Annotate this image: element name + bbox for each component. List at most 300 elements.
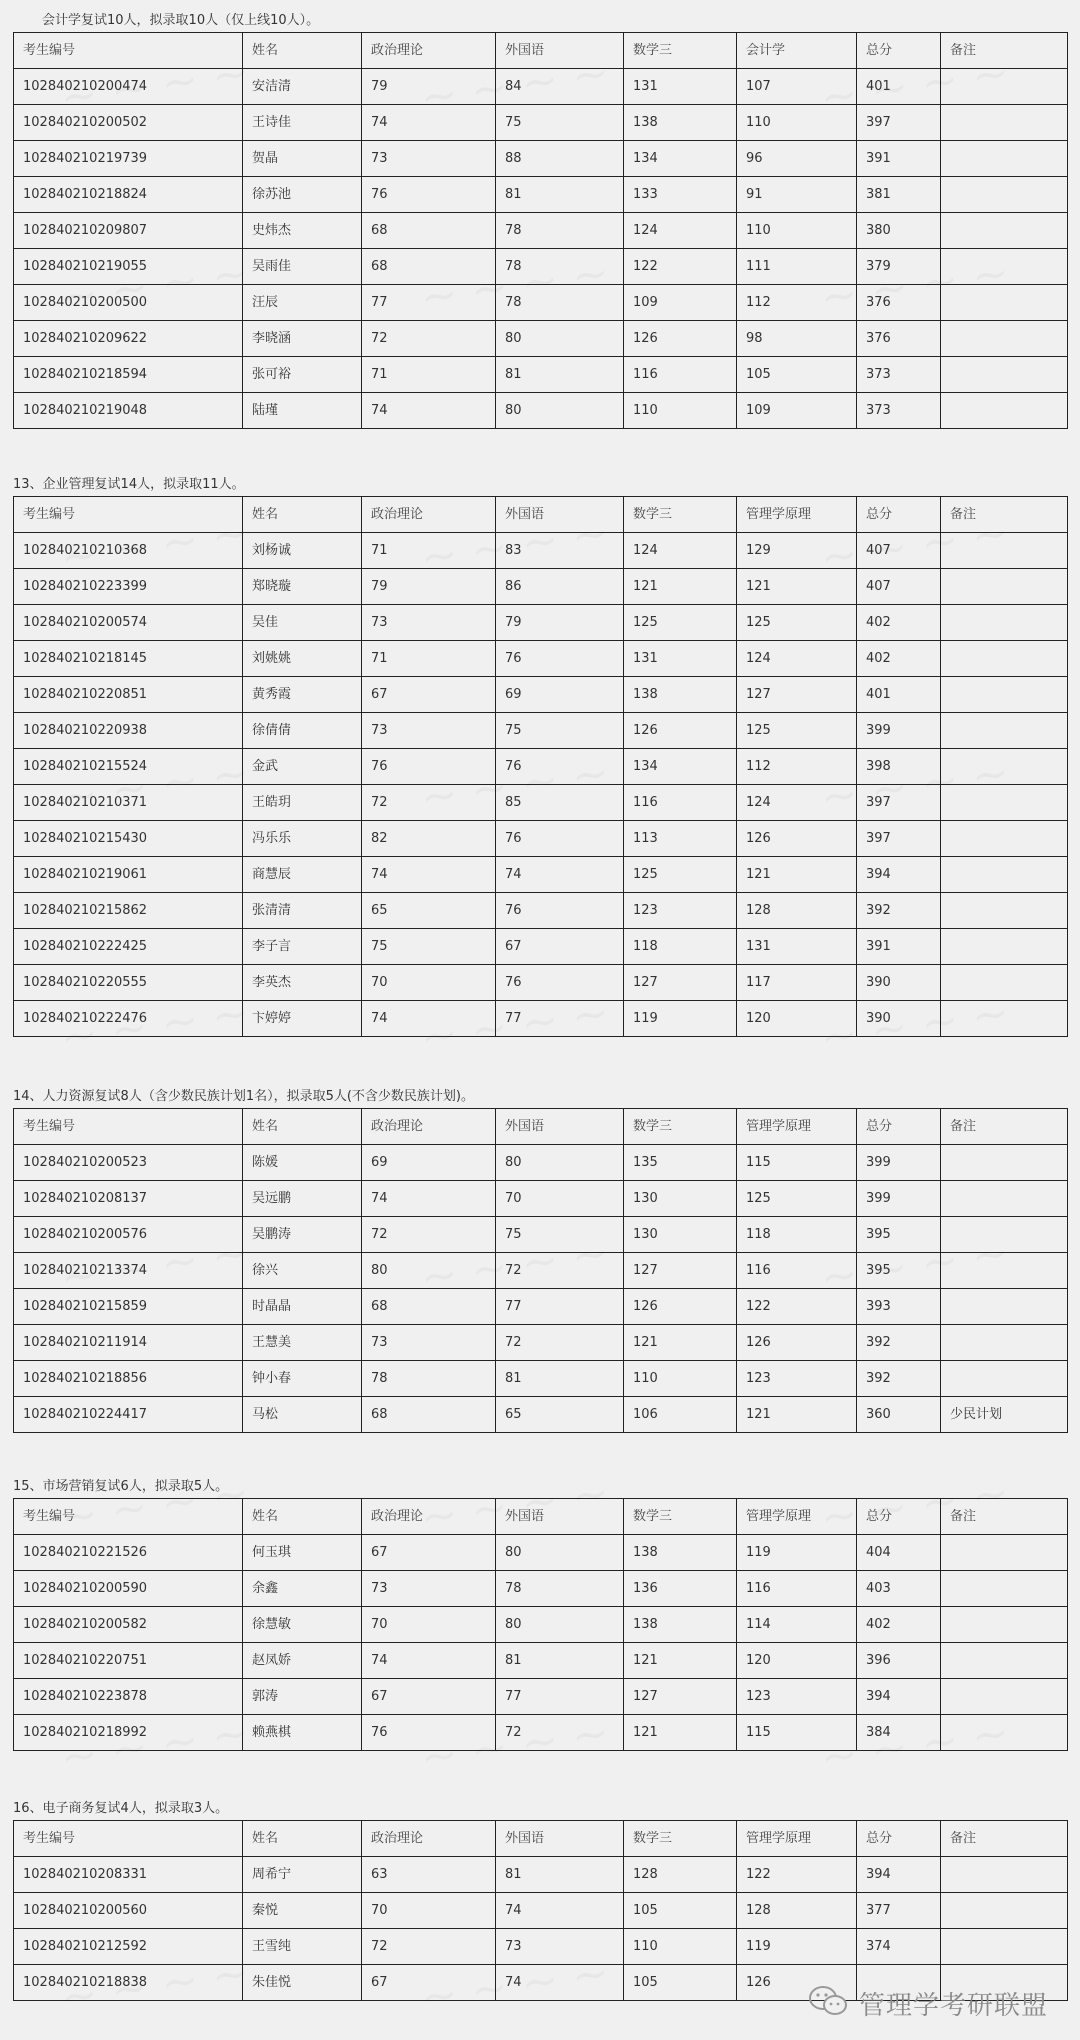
- table-cell: 金武: [243, 749, 362, 785]
- table-cell: 121: [624, 569, 737, 605]
- table-cell: 74: [496, 857, 624, 893]
- table-cell: 399: [857, 1181, 941, 1217]
- table-cell: [941, 105, 1068, 141]
- table-cell: 112: [737, 285, 857, 321]
- table-cell: 78: [496, 1571, 624, 1607]
- section-marketing: [13, 1476, 1068, 1751]
- table-cell: 78: [496, 285, 624, 321]
- table-cell: 401: [857, 677, 941, 713]
- table-cell: 83: [496, 533, 624, 569]
- table-cell: 周希宁: [243, 1857, 362, 1893]
- section-caption: 16、电子商务复试4人，拟录取3人。: [13, 1801, 229, 1816]
- table-cell: 96: [737, 141, 857, 177]
- table-row: [14, 1857, 1068, 1893]
- table-cell: 392: [857, 893, 941, 929]
- column-header: 外国语: [496, 33, 624, 69]
- table-row: [14, 1253, 1068, 1289]
- table-row: [14, 893, 1068, 929]
- column-header: 管理学原理: [737, 1109, 857, 1145]
- column-header: 政治理论: [362, 1109, 496, 1145]
- column-header: 数学三: [624, 1821, 737, 1857]
- table-row: [14, 533, 1068, 569]
- table-cell: 少民计划: [941, 1397, 1068, 1433]
- table-cell: [941, 1361, 1068, 1397]
- table-cell: [941, 1893, 1068, 1929]
- table-row: [14, 213, 1068, 249]
- table-cell: 116: [737, 1571, 857, 1607]
- table-cell: 73: [362, 1571, 496, 1607]
- table-cell: 74: [362, 1001, 496, 1037]
- column-header: 总分: [857, 1499, 941, 1535]
- table-cell: 399: [857, 1145, 941, 1181]
- table-cell: 76: [496, 893, 624, 929]
- table-cell: 徐慧敏: [243, 1607, 362, 1643]
- table-cell: 127: [624, 1253, 737, 1289]
- table-cell: 110: [624, 393, 737, 429]
- table-cell: 373: [857, 357, 941, 393]
- table-cell: 102840210224417: [14, 1397, 243, 1433]
- table-cell: 79: [496, 605, 624, 641]
- table-cell: 373: [857, 393, 941, 429]
- table-cell: 73: [362, 1325, 496, 1361]
- table-cell: 秦悦: [243, 1893, 362, 1929]
- table-cell: 王皓玥: [243, 785, 362, 821]
- table-row: [14, 1289, 1068, 1325]
- table-row: [14, 1217, 1068, 1253]
- table-header-row: [14, 1821, 1068, 1857]
- table-cell: 118: [624, 929, 737, 965]
- table-cell: 102840210220751: [14, 1643, 243, 1679]
- table-cell: 71: [362, 641, 496, 677]
- table-cell: 407: [857, 569, 941, 605]
- column-header: 考生编号: [14, 1499, 243, 1535]
- column-header: 备注: [941, 497, 1068, 533]
- table-cell: 马松: [243, 1397, 362, 1433]
- table-cell: 117: [737, 965, 857, 1001]
- table-cell: 138: [624, 105, 737, 141]
- table-cell: 63: [362, 1857, 496, 1893]
- column-header: 考生编号: [14, 1821, 243, 1857]
- table-cell: 138: [624, 677, 737, 713]
- table-row: [14, 569, 1068, 605]
- table-cell: 67: [496, 929, 624, 965]
- table-cell: 78: [496, 249, 624, 285]
- column-header: 政治理论: [362, 497, 496, 533]
- table-cell: 119: [624, 1001, 737, 1037]
- table-cell: 395: [857, 1217, 941, 1253]
- table-cell: 88: [496, 141, 624, 177]
- table-cell: 126: [624, 1289, 737, 1325]
- table-row: [14, 965, 1068, 1001]
- table-cell: 113: [624, 821, 737, 857]
- table-cell: 376: [857, 321, 941, 357]
- table-cell: 69: [362, 1145, 496, 1181]
- score-table: [13, 1498, 1068, 1751]
- column-header: 数学三: [624, 497, 737, 533]
- table-cell: 102840210218856: [14, 1361, 243, 1397]
- table-cell: [941, 1929, 1068, 1965]
- table-cell: 75: [496, 713, 624, 749]
- section-caption: 会计学复试10人，拟录取10人（仅上线10人）。: [42, 13, 320, 28]
- table-cell: 74: [362, 105, 496, 141]
- column-header: 管理学原理: [737, 497, 857, 533]
- table-cell: 73: [362, 605, 496, 641]
- table-cell: 77: [362, 285, 496, 321]
- table-cell: 余鑫: [243, 1571, 362, 1607]
- table-cell: 72: [496, 1325, 624, 1361]
- table-cell: 67: [362, 1679, 496, 1715]
- table-cell: 76: [362, 177, 496, 213]
- table-header-row: [14, 33, 1068, 69]
- table-cell: 397: [857, 821, 941, 857]
- brand-label: 管理学考研联盟: [858, 1990, 1048, 2021]
- table-cell: 102840210220938: [14, 713, 243, 749]
- column-header: 管理学原理: [737, 1499, 857, 1535]
- table-cell: [941, 1325, 1068, 1361]
- table-cell: 102840210212592: [14, 1929, 243, 1965]
- table-cell: 125: [737, 605, 857, 641]
- table-cell: [941, 605, 1068, 641]
- table-cell: 106: [624, 1397, 737, 1433]
- table-row: [14, 785, 1068, 821]
- table-cell: 118: [737, 1217, 857, 1253]
- table-cell: 77: [496, 1001, 624, 1037]
- table-cell: 80: [496, 393, 624, 429]
- table-cell: 133: [624, 177, 737, 213]
- table-cell: 394: [857, 1679, 941, 1715]
- table-cell: 81: [496, 1857, 624, 1893]
- table-cell: [941, 893, 1068, 929]
- table-cell: 379: [857, 249, 941, 285]
- table-cell: 陆瑾: [243, 393, 362, 429]
- table-cell: 376: [857, 285, 941, 321]
- table-cell: 王雪纯: [243, 1929, 362, 1965]
- table-row: [14, 677, 1068, 713]
- table-header-row: [14, 1499, 1068, 1535]
- table-cell: 102840210200474: [14, 69, 243, 105]
- column-header: 备注: [941, 33, 1068, 69]
- table-cell: 91: [737, 177, 857, 213]
- table-cell: [941, 1607, 1068, 1643]
- table-cell: 朱佳悦: [243, 1965, 362, 2001]
- table-cell: 102840210219061: [14, 857, 243, 893]
- section-caption: 15、市场营销复试6人，拟录取5人。: [13, 1479, 229, 1494]
- column-header: 姓名: [243, 33, 362, 69]
- table-cell: 102840210200582: [14, 1607, 243, 1643]
- table-cell: 102840210200590: [14, 1571, 243, 1607]
- table-cell: 403: [857, 1571, 941, 1607]
- table-cell: 102840210215524: [14, 749, 243, 785]
- table-cell: 121: [737, 569, 857, 605]
- table-cell: 390: [857, 1001, 941, 1037]
- column-header: 管理学原理: [737, 1821, 857, 1857]
- table-cell: 74: [362, 857, 496, 893]
- table-cell: 121: [624, 1715, 737, 1751]
- table-cell: 卞婷婷: [243, 1001, 362, 1037]
- table-cell: 102840210211914: [14, 1325, 243, 1361]
- table-cell: 80: [496, 321, 624, 357]
- score-table: [13, 496, 1068, 1037]
- table-cell: 397: [857, 105, 941, 141]
- table-row: [14, 249, 1068, 285]
- table-row: [14, 1893, 1068, 1929]
- table-cell: 374: [857, 1929, 941, 1965]
- table-cell: 128: [737, 893, 857, 929]
- table-cell: [941, 321, 1068, 357]
- table-row: [14, 1001, 1068, 1037]
- table-cell: 冯乐乐: [243, 821, 362, 857]
- table-cell: 郭涛: [243, 1679, 362, 1715]
- table-row: [14, 141, 1068, 177]
- table-cell: 85: [496, 785, 624, 821]
- table-cell: 134: [624, 141, 737, 177]
- table-cell: 史炜杰: [243, 213, 362, 249]
- table-cell: 127: [624, 965, 737, 1001]
- column-header: 姓名: [243, 1109, 362, 1145]
- table-cell: [941, 965, 1068, 1001]
- table-cell: 102840210200500: [14, 285, 243, 321]
- table-cell: [941, 177, 1068, 213]
- table-cell: 105: [624, 1965, 737, 2001]
- table-cell: 114: [737, 1607, 857, 1643]
- table-cell: 123: [624, 893, 737, 929]
- table-row: [14, 1181, 1068, 1217]
- table-cell: 102840210219739: [14, 141, 243, 177]
- table-row: [14, 1643, 1068, 1679]
- table-cell: 74: [362, 1643, 496, 1679]
- table-cell: 81: [496, 177, 624, 213]
- column-header: 外国语: [496, 1821, 624, 1857]
- table-cell: [941, 1535, 1068, 1571]
- table-cell: 81: [496, 1361, 624, 1397]
- table-cell: 75: [496, 105, 624, 141]
- table-cell: 70: [362, 1893, 496, 1929]
- table-cell: 402: [857, 1607, 941, 1643]
- table-cell: 赵凤娇: [243, 1643, 362, 1679]
- table-cell: [941, 213, 1068, 249]
- table-cell: 77: [496, 1289, 624, 1325]
- table-cell: [941, 641, 1068, 677]
- table-cell: 126: [737, 1325, 857, 1361]
- section-caption: 13、企业管理复试14人，拟录取11人。: [13, 477, 245, 492]
- table-cell: 70: [362, 965, 496, 1001]
- score-table: [13, 32, 1068, 429]
- table-cell: [941, 69, 1068, 105]
- table-cell: 黄秀霞: [243, 677, 362, 713]
- table-cell: [941, 1715, 1068, 1751]
- table-cell: 126: [624, 713, 737, 749]
- table-cell: 102840210200560: [14, 1893, 243, 1929]
- table-cell: [941, 1643, 1068, 1679]
- table-cell: 72: [362, 1929, 496, 1965]
- table-cell: 125: [624, 605, 737, 641]
- score-table: [13, 1108, 1068, 1433]
- table-cell: 吴远鹏: [243, 1181, 362, 1217]
- table-cell: [941, 1679, 1068, 1715]
- table-cell: 127: [737, 677, 857, 713]
- table-cell: 吴鹏涛: [243, 1217, 362, 1253]
- table-cell: 125: [737, 1181, 857, 1217]
- table-cell: 65: [362, 893, 496, 929]
- table-cell: 74: [496, 1893, 624, 1929]
- table-cell: 钟小春: [243, 1361, 362, 1397]
- table-cell: 80: [496, 1145, 624, 1181]
- column-header: 外国语: [496, 1499, 624, 1535]
- table-cell: 102840210200502: [14, 105, 243, 141]
- table-cell: 76: [496, 965, 624, 1001]
- table-cell: 102840210213374: [14, 1253, 243, 1289]
- table-cell: 65: [496, 1397, 624, 1433]
- table-row: [14, 749, 1068, 785]
- table-cell: 时晶晶: [243, 1289, 362, 1325]
- table-row: [14, 1325, 1068, 1361]
- table-row: [14, 69, 1068, 105]
- brand-watermark: [807, 1984, 1048, 2022]
- table-cell: 391: [857, 929, 941, 965]
- table-cell: 80: [496, 1535, 624, 1571]
- table-cell: 80: [362, 1253, 496, 1289]
- column-header: 备注: [941, 1821, 1068, 1857]
- table-cell: [941, 533, 1068, 569]
- table-cell: 380: [857, 213, 941, 249]
- table-cell: 76: [362, 749, 496, 785]
- table-cell: 张清清: [243, 893, 362, 929]
- table-cell: 395: [857, 1253, 941, 1289]
- table-cell: 67: [362, 1535, 496, 1571]
- table-cell: 102840210218992: [14, 1715, 243, 1751]
- column-header: 总分: [857, 1109, 941, 1145]
- table-row: [14, 1397, 1068, 1433]
- table-cell: 399: [857, 713, 941, 749]
- table-cell: 407: [857, 533, 941, 569]
- table-cell: 67: [362, 1965, 496, 2001]
- table-cell: 78: [362, 1361, 496, 1397]
- table-row: [14, 285, 1068, 321]
- table-cell: 134: [624, 749, 737, 785]
- table-cell: 116: [737, 1253, 857, 1289]
- table-header-row: [14, 497, 1068, 533]
- table-cell: 109: [737, 393, 857, 429]
- table-cell: 102840210215430: [14, 821, 243, 857]
- table-cell: 吴佳: [243, 605, 362, 641]
- table-cell: 384: [857, 1715, 941, 1751]
- table-cell: 79: [362, 569, 496, 605]
- table-cell: 76: [496, 641, 624, 677]
- column-header: 姓名: [243, 1499, 362, 1535]
- table-cell: 116: [624, 357, 737, 393]
- table-cell: 121: [624, 1325, 737, 1361]
- table-cell: 86: [496, 569, 624, 605]
- column-header: 备注: [941, 1499, 1068, 1535]
- column-header: 会计学: [737, 33, 857, 69]
- table-cell: 102840210200576: [14, 1217, 243, 1253]
- table-cell: 102840210209622: [14, 321, 243, 357]
- table-cell: 刘杨诚: [243, 533, 362, 569]
- table-cell: [941, 749, 1068, 785]
- table-cell: 68: [362, 213, 496, 249]
- table-cell: 377: [857, 1893, 941, 1929]
- table-cell: 381: [857, 177, 941, 213]
- table-cell: 67: [362, 677, 496, 713]
- table-cell: 107: [737, 69, 857, 105]
- table-cell: 72: [362, 785, 496, 821]
- table-cell: 102840210220555: [14, 965, 243, 1001]
- table-cell: [941, 1001, 1068, 1037]
- table-cell: 124: [737, 641, 857, 677]
- table-row: [14, 105, 1068, 141]
- table-cell: 138: [624, 1607, 737, 1643]
- table-cell: 110: [624, 1929, 737, 1965]
- table-row: [14, 713, 1068, 749]
- table-cell: 102840210200574: [14, 605, 243, 641]
- table-cell: 102840210223878: [14, 1679, 243, 1715]
- table-row: [14, 1679, 1068, 1715]
- table-row: [14, 929, 1068, 965]
- table-cell: 129: [737, 533, 857, 569]
- table-cell: 128: [737, 1893, 857, 1929]
- table-cell: [941, 785, 1068, 821]
- table-cell: [941, 1145, 1068, 1181]
- table-cell: 70: [362, 1607, 496, 1643]
- table-cell: 119: [737, 1535, 857, 1571]
- table-cell: 102840210222425: [14, 929, 243, 965]
- table-cell: 393: [857, 1289, 941, 1325]
- table-cell: 张可裕: [243, 357, 362, 393]
- table-cell: [941, 569, 1068, 605]
- table-cell: 72: [362, 1217, 496, 1253]
- table-cell: [941, 857, 1068, 893]
- table-cell: 79: [362, 69, 496, 105]
- table-row: [14, 1145, 1068, 1181]
- table-cell: 105: [624, 1893, 737, 1929]
- table-row: [14, 1361, 1068, 1397]
- table-cell: 98: [737, 321, 857, 357]
- table-cell: 102840210218145: [14, 641, 243, 677]
- table-row: [14, 1535, 1068, 1571]
- table-row: [14, 357, 1068, 393]
- table-row: [14, 1929, 1068, 1965]
- table-cell: 122: [624, 249, 737, 285]
- table-cell: 74: [496, 1965, 624, 2001]
- table-cell: 102840210210371: [14, 785, 243, 821]
- table-cell: 130: [624, 1181, 737, 1217]
- table-cell: 121: [737, 857, 857, 893]
- table-cell: 105: [737, 357, 857, 393]
- table-cell: 陈媛: [243, 1145, 362, 1181]
- table-cell: 102840210215859: [14, 1289, 243, 1325]
- table-cell: 126: [737, 821, 857, 857]
- table-cell: 102840210209807: [14, 213, 243, 249]
- table-cell: 赖燕棋: [243, 1715, 362, 1751]
- table-cell: 102840210208137: [14, 1181, 243, 1217]
- table-cell: 102840210208331: [14, 1857, 243, 1893]
- table-cell: [941, 1571, 1068, 1607]
- table-row: [14, 1607, 1068, 1643]
- table-cell: 392: [857, 1361, 941, 1397]
- column-header: 备注: [941, 1109, 1068, 1145]
- table-cell: 128: [624, 1857, 737, 1893]
- table-cell: 李英杰: [243, 965, 362, 1001]
- table-cell: 138: [624, 1535, 737, 1571]
- wechat-icon: [807, 1984, 851, 2022]
- table-row: [14, 1715, 1068, 1751]
- table-row: [14, 605, 1068, 641]
- table-cell: 73: [362, 141, 496, 177]
- table-row: [14, 641, 1068, 677]
- table-cell: 68: [362, 1397, 496, 1433]
- table-cell: 360: [857, 1397, 941, 1433]
- table-cell: 68: [362, 1289, 496, 1325]
